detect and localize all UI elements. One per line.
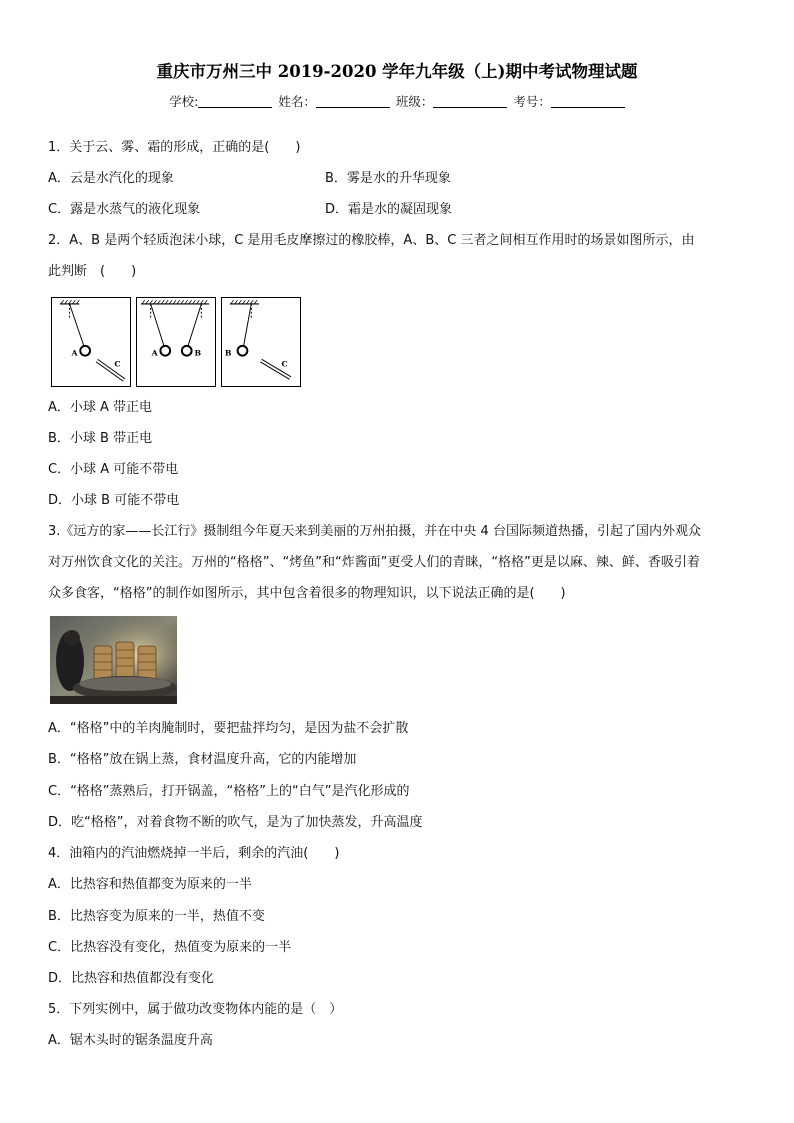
q3-option-b: B．“格格”放在锅上蒸，食材温度升高，它的内能增加 (48, 752, 357, 767)
exam-number-label: 考号： (513, 94, 551, 109)
q4-stem: 4．油箱内的汽油燃烧掉一半后，剩余的汽油( ) (48, 846, 340, 861)
q1-option-a: A．云是水汽化的现象 (48, 171, 174, 186)
school-blank (198, 95, 272, 108)
class-label: 班级： (395, 94, 434, 109)
svg-text:A: A (151, 348, 158, 358)
q2-figure-panel-2 (136, 297, 216, 387)
q3-option-d: D．吃“格格”，对着食物不断的吹气，是为了加快蒸发，升高温度 (48, 815, 423, 830)
q2-option-d: D．小球 B 可能不带电 (48, 493, 180, 508)
school-label: 学校: (169, 94, 199, 109)
q5-option-a: A．锯木头时的锯条温度升高 (48, 1033, 213, 1048)
name-blank (316, 95, 390, 108)
q3-stem-line1: 3.《远方的家——长江行》摄制组今年夏天来到美丽的万州拍摄，并在中央 4 台国际频道热播，引起了国内外观众 (48, 524, 701, 539)
q3-option-a: A．“格格”中的羊肉腌制时，要把盐拌均匀，是因为盐不会扩散 (48, 721, 409, 736)
q4-option-b: B．比热容变为原来的一半，热值不变 (48, 909, 265, 924)
q5-stem: 5．下列实例中，属于做功改变物体内能的是（ ） (48, 1002, 343, 1017)
pendulum-a-rod-c-diagram (52, 298, 130, 386)
class-blank (433, 95, 507, 108)
svg-text:B: B (224, 348, 232, 358)
q1-option-b: B．雾是水的升华现象 (325, 171, 451, 186)
q2-option-a: A．小球 A 带正电 (48, 400, 153, 415)
q2-stem-line2: 此判断 ( ) (48, 264, 137, 279)
gege-steamer-photo (50, 616, 177, 704)
q1-option-c: C．露是水蒸气的液化现象 (48, 202, 201, 217)
pendulum-a-b-diagram (137, 298, 215, 386)
q2-option-b: B．小球 B 带正电 (48, 431, 153, 446)
student-info-line (0, 92, 794, 110)
name-label: 姓名： (278, 94, 316, 109)
q3-stem-line3: 众多食客，“格格”的制作如图所示，其中包含着很多的物理知识，以下说法正确的是( ) (48, 586, 566, 601)
q4-option-c: C．比热容没有变化，热值变为原来的一半 (48, 940, 292, 955)
q1-stem: 1．关于云、雾、霜的形成，正确的是( ) (48, 140, 301, 155)
q4-option-d: D．比热容和热值都没有变化 (48, 971, 215, 986)
q1-option-d: D．霜是水的凝固现象 (325, 202, 453, 217)
q2-option-c: C．小球 A 可能不带电 (48, 462, 179, 477)
svg-text:C: C (114, 359, 121, 369)
q3-stem-line2: 对万州饮食文化的关注。万州的“格格”、“烤鱼”和“炸酱面”更受人们的青睐，“格格”更是以麻、辣、鲜、香吸引着 (48, 555, 700, 570)
page-title: 重庆市万州三中 2019-2020 学年九年级（上)期中考试物理试题 (156, 62, 638, 81)
q4-option-a: A．比热容和热值都变为原来的一半 (48, 877, 252, 892)
q3-option-c: C．“格格”蒸熟后，打开锅盖，“格格”上的“白气”是汽化形成的 (48, 784, 410, 799)
svg-text:B: B (194, 348, 202, 358)
svg-text:C: C (281, 359, 288, 369)
exam-number-blank (551, 95, 625, 108)
q2-figure-panel-1 (51, 297, 131, 387)
svg-text:A: A (71, 348, 78, 358)
q2-figure-panel-3 (221, 297, 301, 387)
pendulum-b-rod-c-diagram (222, 298, 300, 386)
q2-stem-line1: 2．A、B 是两个轻质泡沫小球，C 是用毛皮摩擦过的橡胶棒，A、B、C 三者之间相互作用时的场景如图所示，由 (48, 233, 695, 248)
